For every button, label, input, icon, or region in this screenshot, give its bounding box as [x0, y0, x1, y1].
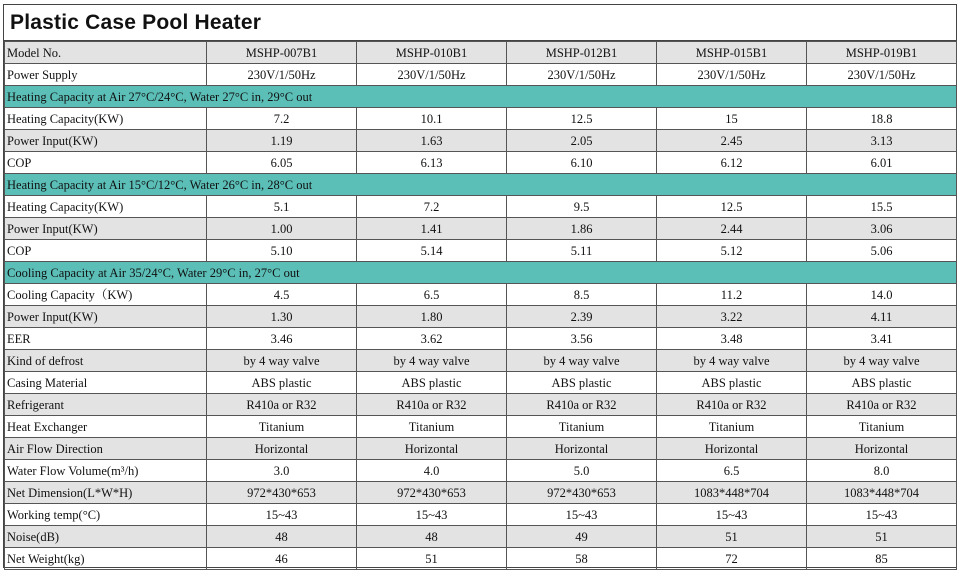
table-cell: 2.05	[507, 130, 657, 152]
table-row	[5, 240, 957, 262]
row-label: Kind of defrost	[5, 350, 207, 372]
table-cell: MSHP-012B1	[507, 42, 657, 64]
table-cell: 1.63	[357, 130, 507, 152]
table-row	[5, 42, 957, 64]
table-cell: 58	[507, 548, 657, 570]
table-cell: R410a or R32	[207, 394, 357, 416]
table-cell: 1083*448*704	[657, 482, 807, 504]
table-cell: 51	[357, 548, 507, 570]
table-cell: by 4 way valve	[807, 350, 957, 372]
row-label: Power Input(KW)	[5, 218, 207, 240]
table-cell: 2.44	[657, 218, 807, 240]
table-cell: 14.0	[807, 284, 957, 306]
section-header-label: Heating Capacity at Air 15°C/12°C, Water 26°C in, 28°C out	[5, 174, 957, 196]
table-cell: 48	[357, 526, 507, 548]
row-label: Net Weight(kg)	[5, 548, 207, 570]
table-row	[5, 328, 957, 350]
table-cell: 1.19	[207, 130, 357, 152]
table-cell: 15	[657, 108, 807, 130]
table-row	[5, 196, 957, 218]
table-cell: 51	[657, 526, 807, 548]
row-label: Water Flow Volume(m³/h)	[5, 460, 207, 482]
row-label: Heat Exchanger	[5, 416, 207, 438]
table-cell: Titanium	[807, 416, 957, 438]
row-label: EER	[5, 328, 207, 350]
table-cell: by 4 way valve	[207, 350, 357, 372]
table-cell: 1.41	[357, 218, 507, 240]
table-cell: Titanium	[657, 416, 807, 438]
table-cell: 972*430*653	[507, 482, 657, 504]
table-cell: MSHP-019B1	[807, 42, 957, 64]
page-title: Plastic Case Pool Heater	[4, 5, 956, 41]
table-cell: 972*430*653	[207, 482, 357, 504]
table-cell: 51	[807, 526, 957, 548]
table-cell: 230V/1/50Hz	[657, 64, 807, 86]
table-cell: 1.86	[507, 218, 657, 240]
table-cell: Horizontal	[807, 438, 957, 460]
table-row	[5, 64, 957, 86]
table-cell: by 4 way valve	[657, 350, 807, 372]
row-label: Power Input(KW)	[5, 306, 207, 328]
table-row	[5, 482, 957, 504]
table-cell: by 4 way valve	[357, 350, 507, 372]
table-row	[5, 394, 957, 416]
table-cell: 7.2	[207, 108, 357, 130]
table-cell: 1.00	[207, 218, 357, 240]
table-cell: 15~43	[657, 504, 807, 526]
table-row	[5, 218, 957, 240]
table-cell: ABS plastic	[807, 372, 957, 394]
table-cell: 5.10	[207, 240, 357, 262]
table-row	[5, 372, 957, 394]
table-cell: 18.8	[807, 108, 957, 130]
table-cell: 15~43	[507, 504, 657, 526]
row-label: Heating Capacity(KW)	[5, 196, 207, 218]
section-header-row	[5, 262, 957, 284]
table-row	[5, 108, 957, 130]
table-cell: MSHP-015B1	[657, 42, 807, 64]
table-cell: 10.1	[357, 108, 507, 130]
table-cell: 6.12	[657, 152, 807, 174]
row-label: Power Input(KW)	[5, 130, 207, 152]
table-row	[5, 306, 957, 328]
table-cell: 6.5	[657, 460, 807, 482]
table-cell: ABS plastic	[207, 372, 357, 394]
table-cell: 1083*448*704	[807, 482, 957, 504]
table-cell: 4.0	[357, 460, 507, 482]
table-cell: 15.5	[807, 196, 957, 218]
spec-sheet	[3, 4, 957, 568]
table-cell: 972*430*653	[357, 482, 507, 504]
table-cell: 5.14	[357, 240, 507, 262]
table-row	[5, 504, 957, 526]
table-row	[5, 152, 957, 174]
table-cell: by 4 way valve	[507, 350, 657, 372]
table-cell: Titanium	[507, 416, 657, 438]
row-label: Air Flow Direction	[5, 438, 207, 460]
table-cell: 11.2	[657, 284, 807, 306]
table-row	[5, 284, 957, 306]
table-row	[5, 416, 957, 438]
table-cell: 3.62	[357, 328, 507, 350]
table-cell: 4.11	[807, 306, 957, 328]
section-header-row	[5, 86, 957, 108]
table-cell: 12.5	[657, 196, 807, 218]
table-cell: 3.48	[657, 328, 807, 350]
table-cell: 3.06	[807, 218, 957, 240]
table-cell: 85	[807, 548, 957, 570]
row-label: COP	[5, 152, 207, 174]
table-cell: ABS plastic	[357, 372, 507, 394]
table-cell: Horizontal	[357, 438, 507, 460]
table-cell: 3.56	[507, 328, 657, 350]
table-cell: 3.46	[207, 328, 357, 350]
table-cell: 230V/1/50Hz	[507, 64, 657, 86]
table-cell: 9.5	[507, 196, 657, 218]
row-label: Cooling Capacity（KW)	[5, 284, 207, 306]
table-cell: R410a or R32	[807, 394, 957, 416]
table-cell: R410a or R32	[357, 394, 507, 416]
table-cell: 72	[657, 548, 807, 570]
table-cell: 12.5	[507, 108, 657, 130]
section-header-row	[5, 174, 957, 196]
table-cell: 6.13	[357, 152, 507, 174]
table-cell: 2.39	[507, 306, 657, 328]
row-label: Working temp(°C)	[5, 504, 207, 526]
table-cell: MSHP-010B1	[357, 42, 507, 64]
row-label: Refrigerant	[5, 394, 207, 416]
table-cell: MSHP-007B1	[207, 42, 357, 64]
table-cell: 3.22	[657, 306, 807, 328]
table-row	[5, 460, 957, 482]
table-cell: 15~43	[357, 504, 507, 526]
table-cell: 230V/1/50Hz	[357, 64, 507, 86]
table-cell: ABS plastic	[657, 372, 807, 394]
table-cell: 6.5	[357, 284, 507, 306]
row-label: Power Supply	[5, 64, 207, 86]
row-label: Noise(dB)	[5, 526, 207, 548]
row-label: Heating Capacity(KW)	[5, 108, 207, 130]
table-cell: 48	[207, 526, 357, 548]
section-header-label: Heating Capacity at Air 27°C/24°C, Water 27°C in, 29°C out	[5, 86, 957, 108]
table-row	[5, 350, 957, 372]
table-cell: 15~43	[207, 504, 357, 526]
table-cell: 230V/1/50Hz	[807, 64, 957, 86]
table-cell: 5.0	[507, 460, 657, 482]
table-cell: 8.0	[807, 460, 957, 482]
table-cell: 6.10	[507, 152, 657, 174]
table-cell: 15~43	[807, 504, 957, 526]
table-cell: 6.05	[207, 152, 357, 174]
table-cell: 3.0	[207, 460, 357, 482]
table-cell: 230V/1/50Hz	[207, 64, 357, 86]
table-row	[5, 548, 957, 570]
row-label: Casing Material	[5, 372, 207, 394]
table-cell: 1.80	[357, 306, 507, 328]
table-cell: 3.13	[807, 130, 957, 152]
table-cell: 3.41	[807, 328, 957, 350]
table-cell: 1.30	[207, 306, 357, 328]
section-header-label: Cooling Capacity at Air 35/24°C, Water 29°C in, 27°C out	[5, 262, 957, 284]
table-cell: 46	[207, 548, 357, 570]
table-cell: 6.01	[807, 152, 957, 174]
row-label: Net Dimension(L*W*H)	[5, 482, 207, 504]
table-cell: Horizontal	[657, 438, 807, 460]
spec-table-body	[5, 42, 957, 570]
table-cell: 5.12	[657, 240, 807, 262]
table-cell: 7.2	[357, 196, 507, 218]
spec-table	[4, 41, 957, 570]
table-cell: Titanium	[357, 416, 507, 438]
row-label: COP	[5, 240, 207, 262]
table-cell: 8.5	[507, 284, 657, 306]
table-cell: 4.5	[207, 284, 357, 306]
table-cell: R410a or R32	[657, 394, 807, 416]
table-cell: 49	[507, 526, 657, 548]
row-label: Model No.	[5, 42, 207, 64]
table-cell: Horizontal	[207, 438, 357, 460]
table-row	[5, 130, 957, 152]
table-row	[5, 526, 957, 548]
table-cell: ABS plastic	[507, 372, 657, 394]
table-cell: 5.1	[207, 196, 357, 218]
table-cell: 5.11	[507, 240, 657, 262]
table-cell: Horizontal	[507, 438, 657, 460]
table-row	[5, 438, 957, 460]
table-cell: Titanium	[207, 416, 357, 438]
table-cell: 5.06	[807, 240, 957, 262]
table-cell: R410a or R32	[507, 394, 657, 416]
table-cell: 2.45	[657, 130, 807, 152]
